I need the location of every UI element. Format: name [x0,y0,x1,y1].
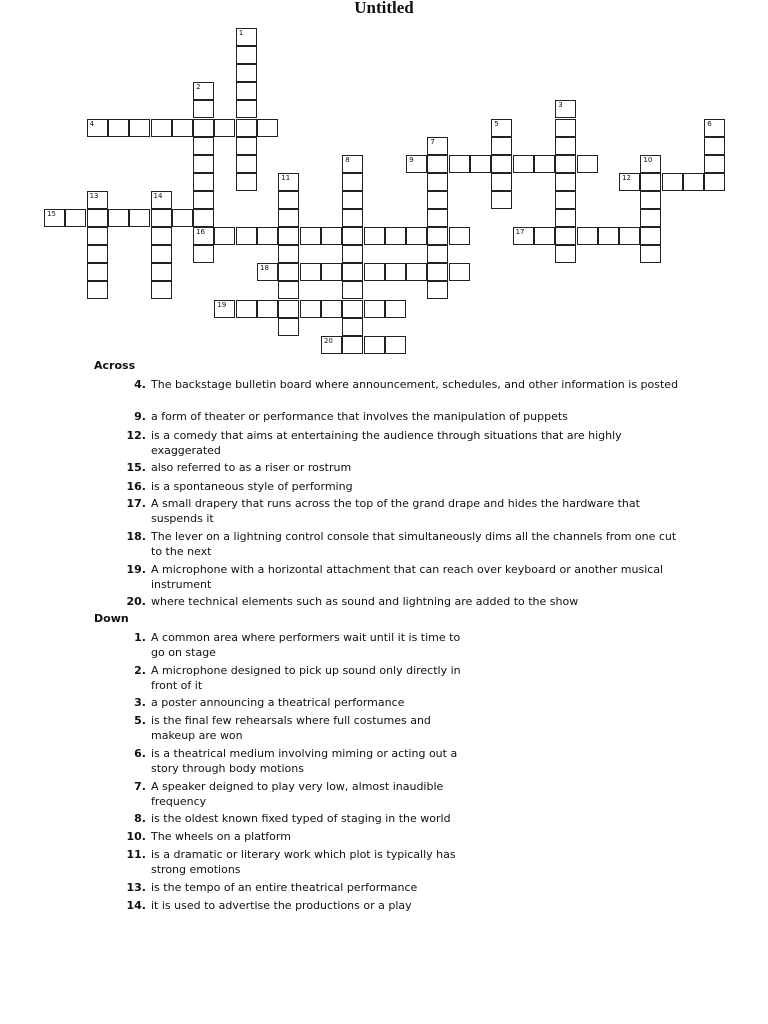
clue-text: A microphone designed to pick up sound only directly in front of it [151,664,461,692]
crossword-cell[interactable] [87,227,108,245]
crossword-cell[interactable] [193,155,214,173]
page-title: Untitled [354,0,414,17]
clue-text: A speaker deigned to play very low, almost inaudible frequency [151,780,444,808]
crossword-cell[interactable] [129,119,150,137]
clue-number: 5 [494,119,499,128]
crossword-cell[interactable] [704,173,725,191]
crossword-cell[interactable] [704,155,725,173]
crossword-cell[interactable] [364,263,385,281]
crossword-cell[interactable] [87,191,108,209]
crossword-cell[interactable] [427,137,448,155]
crossword-cell[interactable] [427,263,448,281]
crossword-cell[interactable] [214,227,235,245]
clue-num: 1. [134,631,146,644]
crossword-cell[interactable] [640,245,661,263]
crossword-cell[interactable] [321,263,342,281]
clue-num: 11. [126,848,146,861]
crossword-cell[interactable] [65,209,86,227]
crossword-cell[interactable] [214,119,235,137]
clue-number: 9 [409,155,414,164]
clue-text: is the final few rehearsals where full costumes and makeup are won [151,714,431,742]
crossword-cell[interactable] [427,281,448,299]
crossword-cell[interactable] [151,281,172,299]
crossword-cell[interactable] [342,173,363,191]
clue-text: a poster announcing a theatrical performance [151,696,405,709]
crossword-cell[interactable] [342,227,363,245]
crossword-cell[interactable] [236,82,257,100]
crossword-cell[interactable] [534,155,555,173]
clue-num: 14. [126,899,146,912]
crossword-cell[interactable] [640,191,661,209]
crossword-cell[interactable] [640,173,661,191]
crossword-cell[interactable] [300,263,321,281]
crossword-cell[interactable] [193,100,214,118]
crossword-cell[interactable] [193,82,214,100]
clue-num: 5. [134,714,146,727]
across-heading: Across [94,359,136,372]
crossword-cell[interactable] [321,336,342,354]
crossword-cell[interactable] [193,191,214,209]
clue-number: 13 [89,191,99,200]
clue-num: 17. [126,497,146,510]
crossword-cell[interactable] [449,155,470,173]
clue-text: A microphone with a horizontal attachment that can reach over keyboard or another musical instrument [151,563,664,591]
crossword-cell[interactable] [364,300,385,318]
crossword-cell[interactable] [555,119,576,137]
clue-number: 18 [260,264,269,273]
crossword-cell[interactable] [342,263,363,281]
crossword-cell[interactable] [236,155,257,173]
crossword-cell[interactable] [555,191,576,209]
crossword-cell[interactable] [427,191,448,209]
crossword-cell[interactable] [406,155,427,173]
crossword-cell[interactable] [491,119,512,137]
crossword-cell[interactable] [555,245,576,263]
crossword-cell[interactable] [704,137,725,155]
crossword-cell[interactable] [193,137,214,155]
crossword-cell[interactable] [555,209,576,227]
clue-num: 19. [126,563,146,576]
crossword-cell[interactable] [491,173,512,191]
clue-num: 2. [134,664,146,677]
crossword-cell[interactable] [257,263,278,281]
crossword-cell[interactable] [342,318,363,336]
crossword-cell[interactable] [172,119,193,137]
crossword-cell[interactable] [640,227,661,245]
crossword-cell[interactable] [555,155,576,173]
crossword-cell[interactable] [427,245,448,263]
crossword-cell[interactable] [278,300,299,318]
crossword-cell[interactable] [236,46,257,64]
clue-text: A common area where performers wait until it is time to go on stage [151,631,461,659]
clue-num: 10. [126,830,146,843]
crossword-cell[interactable] [193,227,214,245]
crossword-cell[interactable] [385,227,406,245]
clue-number: 8 [345,155,350,164]
crossword-cell[interactable] [364,227,385,245]
clue-number: 7 [430,137,435,146]
clue-num: 3. [134,696,146,709]
crossword-cell[interactable] [236,28,257,46]
crossword-cell[interactable] [236,137,257,155]
down-heading: Down [94,612,129,625]
crossword-cell[interactable] [640,209,661,227]
crossword-cell[interactable] [172,209,193,227]
crossword-cell[interactable] [214,300,235,318]
clue-number: 6 [707,119,712,128]
crossword-cell[interactable] [278,191,299,209]
clue-number: 17 [515,228,525,237]
crossword-cell[interactable] [151,263,172,281]
crossword-cell[interactable] [513,227,534,245]
clue-text: is a theatrical medium involving miming or acting out a story through body motions [151,747,458,775]
crossword-cell[interactable] [406,227,427,245]
crossword-cell[interactable] [236,173,257,191]
crossword-cell[interactable] [257,227,278,245]
crossword-cell[interactable] [129,209,150,227]
clue-num: 20. [126,595,146,608]
crossword-cell[interactable] [342,336,363,354]
clue-text: The lever on a lightning control console that simultaneously dims all the channels from one cut to the next [151,530,677,558]
crossword-cell[interactable] [300,227,321,245]
clue-number: 2 [196,83,201,92]
crossword-cell[interactable] [278,209,299,227]
clue-number: 4 [89,119,95,128]
clue-num: 16. [126,480,146,493]
clue-number: 20 [323,336,333,345]
clue-text: is a spontaneous style of performing [151,480,353,493]
crossword-cell[interactable] [300,300,321,318]
clue-text: is the oldest known fixed typed of staging in the world [151,812,451,825]
clue-text: it is used to advertise the productions or a play [151,899,412,912]
crossword-cell[interactable] [555,173,576,191]
clue-text: also referred to as a riser or rostrum [151,461,352,474]
crossword-cell[interactable] [491,155,512,173]
crossword-cell[interactable] [236,227,257,245]
clue-num: 8. [134,812,146,825]
crossword-cell[interactable] [87,245,108,263]
crossword-cell[interactable] [257,300,278,318]
crossword-cell[interactable] [619,173,640,191]
crossword-cell[interactable] [491,191,512,209]
crossword-cell[interactable] [278,227,299,245]
clue-number: 10 [643,155,653,164]
crossword-cell[interactable] [151,245,172,263]
crossword-cell[interactable] [278,318,299,336]
crossword-cell[interactable] [193,209,214,227]
crossword-cell[interactable] [342,281,363,299]
crossword-grid [0,0,768,360]
crossword-cell[interactable] [513,155,534,173]
crossword-cell[interactable] [662,173,683,191]
crossword-cell[interactable] [236,100,257,118]
crossword-cell[interactable] [44,209,65,227]
crossword-cell[interactable] [577,155,598,173]
crossword-cell[interactable] [406,263,427,281]
clue-num: 12. [126,429,146,442]
crossword-cell[interactable] [577,227,598,245]
crossword-cell[interactable] [385,263,406,281]
crossword-cell[interactable] [151,209,172,227]
crossword-cell[interactable] [321,300,342,318]
crossword-cell[interactable] [151,119,172,137]
clue-number: 15 [47,210,56,218]
clue-number: 19 [217,300,227,309]
crossword-cell[interactable] [193,173,214,191]
crossword-cell[interactable] [236,300,257,318]
clue-num: 7. [134,780,146,793]
crossword-cell[interactable] [193,245,214,263]
clue-text: The wheels on a platform [151,830,291,843]
crossword-cell[interactable] [427,209,448,227]
clue-num: 13. [126,881,146,894]
crossword-cell[interactable] [598,227,619,245]
clue-text: is the tempo of an entire theatrical performance [151,881,418,894]
clue-text: a form of theater or performance that involves the manipulation of puppets [151,410,568,423]
crossword-cell[interactable] [555,227,576,245]
crossword-cell[interactable] [342,191,363,209]
crossword-cell[interactable] [427,173,448,191]
crossword-cell[interactable] [385,300,406,318]
clue-number: 12 [622,173,632,182]
clue-text: A small drapery that runs across the top of the grand drape and hides the hardware that suspends it [151,497,640,525]
clue-number: 16 [196,228,206,237]
clue-number: 1 [238,29,244,37]
clue-num: 9. [134,410,146,423]
crossword-cell[interactable] [704,119,725,137]
crossword-cell[interactable] [278,173,299,191]
clue-num: 4. [134,378,146,391]
crossword-cell[interactable] [385,336,406,354]
crossword-cell[interactable] [342,245,363,263]
crossword-cell[interactable] [108,209,129,227]
crossword-cell[interactable] [427,227,448,245]
crossword-cell[interactable] [108,119,129,137]
clue-number: 11 [281,173,291,182]
crossword-cell[interactable] [278,281,299,299]
crossword-cell[interactable] [278,245,299,263]
clue-number: 3 [558,101,563,110]
crossword-cell[interactable] [236,64,257,82]
crossword-cell[interactable] [364,336,385,354]
crossword-cell[interactable] [427,155,448,173]
clue-text: is a comedy that aims at entertaining the audience through situations that are highly exaggerated [151,429,622,457]
crossword-cell[interactable] [534,227,555,245]
crossword-cell[interactable] [491,137,512,155]
crossword-cell[interactable] [236,119,257,137]
crossword-cell[interactable] [87,281,108,299]
crossword-cell[interactable] [151,227,172,245]
crossword-cell[interactable] [193,119,214,137]
clue-text: The backstage bulletin board where announcement, schedules, and other information is posted [151,378,679,391]
crossword-cell[interactable] [342,209,363,227]
crossword-cell[interactable] [87,209,108,227]
crossword-cell[interactable] [151,191,172,209]
crossword-cell[interactable] [87,263,108,281]
crossword-cell[interactable] [321,227,342,245]
clue-num: 18. [126,530,146,543]
clue-num: 15. [126,461,146,474]
crossword-cell[interactable] [449,227,470,245]
clue-num: 6. [134,747,146,760]
crossword-cell[interactable] [555,100,576,118]
crossword-cell[interactable] [87,119,108,137]
crossword-cell[interactable] [449,263,470,281]
crossword-cell[interactable] [342,300,363,318]
clue-number: 14 [153,191,163,200]
crossword-cell[interactable] [640,155,661,173]
crossword-cell[interactable] [342,155,363,173]
clue-text: is a dramatic or literary work which plot is typically has strong emotions [151,848,456,876]
crossword-cell[interactable] [683,173,704,191]
crossword-cell[interactable] [555,137,576,155]
crossword-cell[interactable] [470,155,491,173]
crossword-cell[interactable] [619,227,640,245]
crossword-cell[interactable] [278,263,299,281]
crossword-cell[interactable] [257,119,278,137]
clue-text: where technical elements such as sound and lightning are added to the show [151,595,579,608]
